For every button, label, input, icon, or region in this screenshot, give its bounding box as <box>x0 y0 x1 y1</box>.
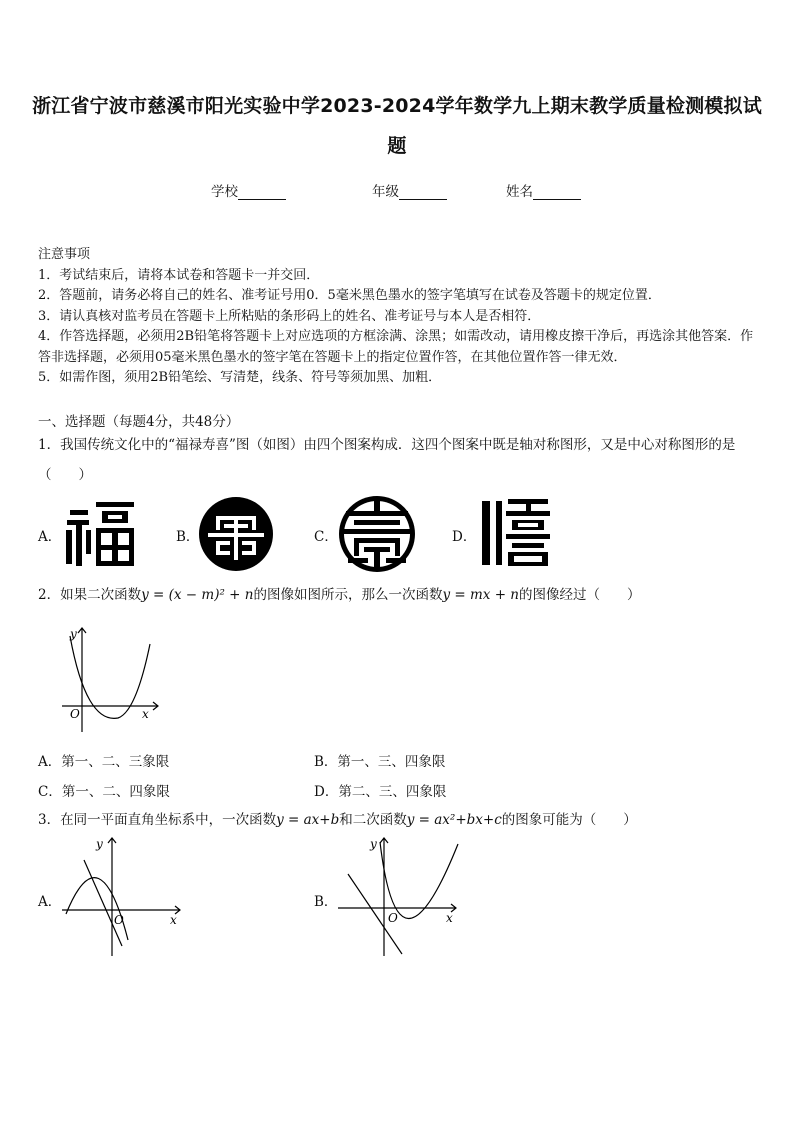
q3a-y-label: y <box>96 837 103 851</box>
q3b-origin-label: O <box>388 911 398 925</box>
grade-field <box>372 180 447 200</box>
school-label: 学校 <box>211 184 238 200</box>
name-blank <box>533 185 581 200</box>
q3-option-b-label: B． <box>314 894 338 910</box>
q3-option-a-label: A． <box>38 894 62 910</box>
q1-option-a-label: A． <box>38 529 62 545</box>
q2-text-a: 2．如果二次函数 <box>38 587 142 603</box>
q3-text-b: 和二次函数 <box>339 812 407 828</box>
note-item: 5．如需作图，须用2B铅笔绘、写清楚，线条、符号等须加黑、加粗． <box>38 370 442 385</box>
q2-text-c: 的图像经过（ ） <box>519 587 641 603</box>
page-title: 浙江省宁波市慈溪市阳光实验中学2023-2024学年数学九上期末教学质量检测模拟试题 <box>32 95 762 157</box>
q2-x-label: x <box>142 707 149 721</box>
q2-y-label: y <box>70 627 77 641</box>
school-field <box>211 180 286 200</box>
note-item: 4．作答选择题，必须用2B铅笔将答题卡上对应选项的方框涂满、涂黑；如需改动，请用橡皮擦干净后，再选涂其他答案．作答非选择题，必须用05毫米黑色墨水的签字笔在答题卡上的指定位置作答，在其他位置作答一律无效． <box>38 329 754 365</box>
question-2 <box>38 580 760 610</box>
name-field <box>506 180 581 200</box>
q1-option-b-label: B． <box>176 529 200 545</box>
notes-heading: 注意事项 <box>38 247 91 262</box>
q3b-x-label: x <box>446 911 453 925</box>
question-1-text: 1．我国传统文化中的“福禄寿喜”图（如图）由四个图案构成．这四个图案中既是轴对称图形，又是中心对称图形的是（ ） <box>38 437 736 483</box>
q2-formula-quadratic: y = (x − m)² + n <box>141 587 254 603</box>
note-item: 3．请认真核对监考员在答题卡上所粘贴的条形码上的姓名、准考证号与本人是否相符． <box>38 308 541 324</box>
q3b-y-label: y <box>370 837 377 851</box>
q2-text-b: 的图像如图所示，那么一次函数 <box>253 587 443 603</box>
q3-text-a: 3．在同一平面直角坐标系中，一次函数 <box>38 812 277 828</box>
q3a-origin-label: O <box>114 913 124 927</box>
q2-formula-linear: y = mx + n <box>442 587 519 603</box>
shou-character-image <box>338 495 416 573</box>
q2-parabola-graph <box>58 622 162 734</box>
q3a-x-label: x <box>170 913 177 927</box>
section-heading: 一、选择题（每题4分，共48分） <box>38 414 240 430</box>
note-item: 2．答题前，请务必将自己的姓名、准考证号用0．5毫米黑色墨水的签字笔填写在试卷及答题卡的规定位置． <box>38 288 661 303</box>
lu-character-image <box>198 496 274 572</box>
question-3 <box>38 805 760 835</box>
grade-blank <box>399 185 447 200</box>
q3-text-c: 的图象可能为（ ） <box>501 812 637 828</box>
notes-section <box>38 245 760 389</box>
q3-formula-quadratic: y = ax²+bx+c <box>406 812 502 828</box>
grade-label: 年级 <box>372 184 399 200</box>
question-1 <box>38 430 760 490</box>
name-label: 姓名 <box>506 184 533 200</box>
q3-option-a-graph <box>60 834 184 958</box>
q2-option-b: B．第一、三、四象限 <box>314 754 446 770</box>
q2-option-a: A．第一、二、三象限 <box>38 754 170 770</box>
fu-character-image <box>62 496 140 570</box>
q2-origin-label: O <box>70 707 80 721</box>
xi-character-image <box>478 495 554 571</box>
note-item: 1．考试结束后，请将本试卷和答题卡一并交回． <box>38 267 320 283</box>
q3-option-b-graph <box>336 834 460 958</box>
q2-option-d: D．第二、三、四象限 <box>314 784 447 800</box>
school-blank <box>238 185 286 200</box>
q2-option-c: C．第一、二、四象限 <box>38 784 170 800</box>
q3-formula-linear: y = ax+b <box>276 812 340 828</box>
q1-option-d-label: D． <box>452 529 477 545</box>
q1-option-c-label: C． <box>314 529 338 545</box>
